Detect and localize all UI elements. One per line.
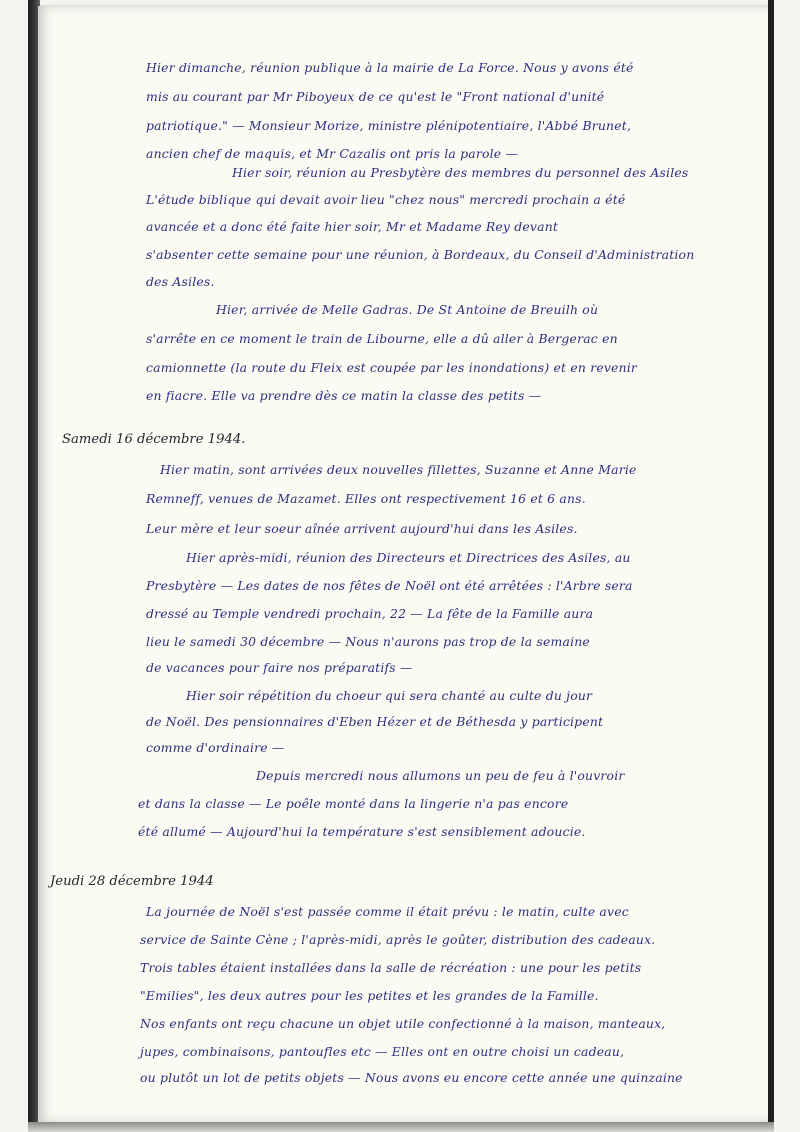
text-line: Trois tables étaient installées dans la salle de récréation : une pour les petits xyxy=(140,960,642,975)
text-line: La journée de Noël s'est passée comme il était prévu : le matin, culte avec xyxy=(146,904,629,919)
text-line: L'étude biblique qui devait avoir lieu "chez nous" mercredi prochain a été xyxy=(146,192,626,207)
text-line: Hier soir répétition du choeur qui sera chanté au culte du jour xyxy=(186,688,593,703)
text-line: "Emilies", les deux autres pour les petites et les grandes de la Famille. xyxy=(140,988,599,1003)
text-line: mis au courant par Mr Piboyeux de ce qu'est le "Front national d'unité xyxy=(146,89,605,104)
entry-date-16-december: Samedi 16 décembre 1944. xyxy=(62,432,246,447)
text-line: de Noël. Des pensionnaires d'Eben Hézer et de Béthesda y participent xyxy=(146,714,604,729)
text-line: été allumé — Aujourd'hui la température s'est sensiblement adoucie. xyxy=(138,824,586,839)
text-line: comme d'ordinaire — xyxy=(146,740,285,755)
text-line: Hier après-midi, réunion des Directeurs et Directrices des Asiles, au xyxy=(186,550,631,565)
text-line: avancée et a donc été faite hier soir, Mr et Madame Rey devant xyxy=(146,219,559,234)
text-line: camionnette (la route du Fleix est coupée par les inondations) et en revenir xyxy=(146,360,638,375)
text-line: Hier matin, sont arrivées deux nouvelles fillettes, Suzanne et Anne Marie xyxy=(160,462,637,477)
text-line: des Asiles. xyxy=(146,274,215,289)
text-line: de vacances pour faire nos préparatifs — xyxy=(146,660,413,675)
page-bottom-edge xyxy=(28,1122,774,1132)
text-line: Hier, arrivée de Melle Gadras. De St Antoine de Breuilh où xyxy=(216,302,599,317)
text-line: dressé au Temple vendredi prochain, 22 — La fête de la Famille aura xyxy=(146,606,594,621)
text-line: Presbytère — Les dates de nos fêtes de Noël ont été arrêtées : l'Arbre sera xyxy=(146,578,633,593)
text-line: Depuis mercredi nous allumons un peu de feu à l'ouvroir xyxy=(256,768,625,783)
text-line: et dans la classe — Le poêle monté dans la lingerie n'a pas encore xyxy=(138,796,569,811)
text-line: en fiacre. Elle va prendre dès ce matin la classe des petits — xyxy=(146,388,542,403)
text-line: Remneff, venues de Mazamet. Elles ont respectivement 16 et 6 ans. xyxy=(146,491,586,506)
text-line: Hier dimanche, réunion publique à la mairie de La Force. Nous y avons été xyxy=(146,60,634,75)
page-right-edge xyxy=(768,0,774,1132)
entry-date-28-december: Jeudi 28 décembre 1944 xyxy=(50,874,214,889)
text-line: ou plutôt un lot de petits objets — Nous avons eu encore cette année une quinzaine xyxy=(140,1070,683,1085)
text-line: ancien chef de maquis, et Mr Cazalis ont pris la parole — xyxy=(146,146,519,161)
text-line: Nos enfants ont reçu chacune un objet utile confectionné à la maison, manteaux, xyxy=(140,1016,666,1031)
text-line: service de Sainte Cène ; l'après-midi, après le goûter, distribution des cadeaux. xyxy=(140,932,656,947)
text-line: jupes, combinaisons, pantoufles etc — Elles ont en outre choisi un cadeau, xyxy=(140,1044,625,1059)
text-line: patriotique." — Monsieur Morize, ministre plénipotentiaire, l'Abbé Brunet, xyxy=(146,118,632,133)
text-line: lieu le samedi 30 décembre — Nous n'aurons pas trop de la semaine xyxy=(146,634,590,649)
text-line: s'arrête en ce moment le train de Libourne, elle a dû aller à Bergerac en xyxy=(146,331,618,346)
text-line: s'absenter cette semaine pour une réunion, à Bordeaux, du Conseil d'Administration xyxy=(146,247,695,262)
text-line: Hier soir, réunion au Presbytère des membres du personnel des Asiles xyxy=(232,165,689,180)
text-line: Leur mère et leur soeur aînée arrivent aujourd'hui dans les Asiles. xyxy=(146,521,578,536)
